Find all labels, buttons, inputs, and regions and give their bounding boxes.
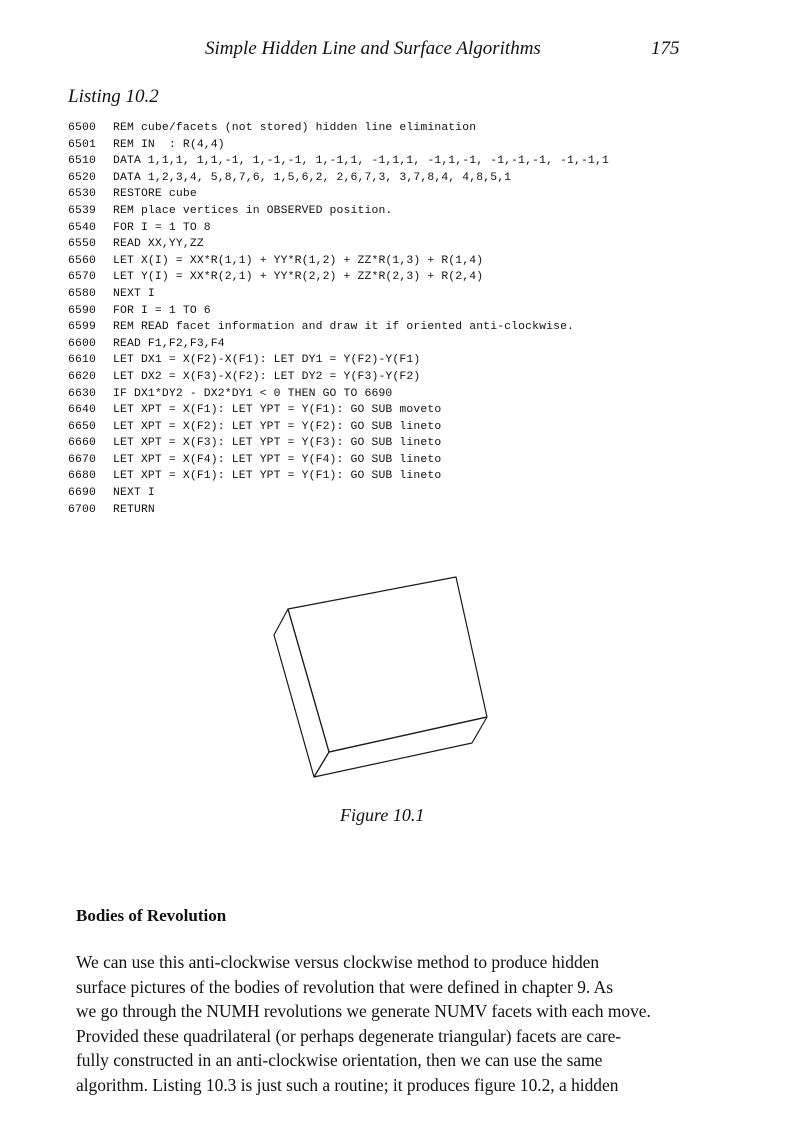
line-number: 6690 bbox=[68, 487, 96, 500]
code-line bbox=[68, 336, 609, 353]
code-text: LET DX1 = X(F2)-X(F1): LET DY1 = Y(F2)-Y(F1) bbox=[113, 354, 421, 367]
code-line bbox=[68, 352, 609, 369]
code-text: NEXT I bbox=[113, 287, 155, 300]
line-number: 6640 bbox=[68, 404, 96, 417]
line-number: 6620 bbox=[68, 370, 96, 383]
line-number: 6520 bbox=[68, 171, 96, 184]
code-line bbox=[68, 170, 609, 187]
code-line bbox=[68, 220, 609, 237]
code-line bbox=[68, 452, 609, 469]
line-number: 6680 bbox=[68, 470, 96, 483]
body-line: We can use this anti-clockwise versus clockwise method to produce hidden bbox=[76, 952, 600, 972]
cube-left-face bbox=[274, 609, 329, 777]
line-number: 6610 bbox=[68, 354, 96, 367]
line-number: 6650 bbox=[68, 420, 96, 433]
code-line bbox=[68, 153, 609, 170]
line-number: 6540 bbox=[68, 221, 96, 234]
line-number: 6590 bbox=[68, 304, 96, 317]
code-line bbox=[68, 236, 609, 253]
code-line bbox=[68, 269, 609, 286]
code-text: DATA 1,1,1, 1,1,-1, 1,-1,-1, 1,-1,1, -1,1,1, -1,1,-1, -1,-1,-1, -1,-1,1 bbox=[113, 155, 609, 168]
body-line: surface pictures of the bodies of revolution that were defined in chapter 9. As bbox=[76, 976, 613, 997]
code-line bbox=[68, 502, 609, 519]
code-text: READ XX,YY,ZZ bbox=[113, 238, 204, 251]
code-text: FOR I = 1 TO 6 bbox=[113, 304, 211, 317]
code-text: REM READ facet information and draw it if oriented anti-clockwise. bbox=[113, 321, 575, 334]
figure-cube bbox=[260, 565, 500, 790]
code-line bbox=[68, 286, 609, 303]
section-heading: Bodies of Revolution bbox=[76, 906, 227, 925]
code-text: REM IN : R(4,4) bbox=[113, 138, 225, 151]
running-head bbox=[0, 38, 800, 62]
code-text: RETURN bbox=[113, 503, 155, 516]
line-number: 6500 bbox=[68, 122, 96, 134]
line-number: 6501 bbox=[68, 138, 96, 151]
code-text: LET DX2 = X(F3)-X(F2): LET DY2 = Y(F3)-Y(F2) bbox=[113, 370, 421, 383]
page-number: 175 bbox=[651, 38, 680, 59]
running-title: Simple Hidden Line and Surface Algorithms bbox=[205, 38, 541, 59]
code-line bbox=[68, 369, 609, 386]
code-text: LET XPT = X(F1): LET YPT = Y(F1): GO SUB moveto bbox=[113, 404, 442, 417]
code-line bbox=[68, 402, 609, 419]
code-line bbox=[68, 468, 609, 485]
body-line: we go through the NUMH revolutions we generate NUMV facets with each move. bbox=[76, 1001, 651, 1021]
code-text: IF DX1*DY2 - DX2*DY1 < 0 THEN GO TO 6690 bbox=[113, 387, 393, 400]
code-text: NEXT I bbox=[113, 487, 155, 500]
line-number: 6670 bbox=[68, 453, 96, 466]
cube-front-face bbox=[288, 577, 487, 752]
line-number: 6510 bbox=[68, 155, 96, 168]
code-text: LET Y(I) = XX*R(2,1) + YY*R(2,2) + ZZ*R(2,3) + R(2,4) bbox=[113, 271, 484, 284]
listing-label: Listing 10.2 bbox=[68, 86, 159, 107]
figure-caption: Figure 10.1 bbox=[340, 805, 425, 825]
line-number: 6630 bbox=[68, 387, 96, 400]
code-text: LET XPT = X(F2): LET YPT = Y(F2): GO SUB lineto bbox=[113, 420, 442, 433]
line-number: 6539 bbox=[68, 204, 96, 217]
line-number: 6600 bbox=[68, 337, 96, 350]
cube-bottom-face bbox=[314, 717, 487, 777]
code-line bbox=[68, 203, 609, 220]
code-text: LET X(I) = XX*R(1,1) + YY*R(1,2) + ZZ*R(1,3) + R(1,4) bbox=[113, 254, 484, 267]
line-number: 6580 bbox=[68, 287, 96, 300]
code-text: READ F1,F2,F3,F4 bbox=[113, 337, 225, 350]
body-paragraph bbox=[76, 950, 776, 1097]
body-line: algorithm. Listing 10.3 is just such a routine; it produces figure 10.2, a hidden bbox=[76, 1074, 619, 1095]
line-number: 6550 bbox=[68, 238, 96, 251]
code-line bbox=[68, 319, 609, 336]
code-text: RESTORE cube bbox=[113, 188, 197, 201]
code-listing bbox=[68, 120, 609, 518]
line-number: 6530 bbox=[68, 188, 96, 201]
code-line bbox=[68, 186, 609, 203]
code-text: LET XPT = X(F3): LET YPT = Y(F3): GO SUB lineto bbox=[113, 437, 442, 450]
code-line bbox=[68, 435, 609, 452]
code-line bbox=[68, 303, 609, 320]
line-number: 6560 bbox=[68, 254, 96, 267]
code-line bbox=[68, 485, 609, 502]
line-number: 6660 bbox=[68, 437, 96, 450]
code-line bbox=[68, 386, 609, 403]
code-text: DATA 1,2,3,4, 5,8,7,6, 1,5,6,2, 2,6,7,3, 3,7,8,4, 4,8,5,1 bbox=[113, 171, 512, 184]
body-line: Provided these quadrilateral (or perhaps degenerate triangular) facets are care- bbox=[76, 1025, 622, 1046]
line-number: 6599 bbox=[68, 321, 96, 334]
code-text: REM place vertices in OBSERVED position. bbox=[113, 204, 393, 217]
line-number: 6700 bbox=[68, 503, 96, 516]
code-text: LET XPT = X(F4): LET YPT = Y(F4): GO SUB lineto bbox=[113, 453, 442, 466]
code-line bbox=[68, 137, 609, 154]
code-text: REM cube/facets (not stored) hidden line elimination bbox=[113, 122, 477, 134]
code-line bbox=[68, 253, 609, 270]
body-line: fully constructed in an anti-clockwise orientation, then we can use the same bbox=[76, 1050, 603, 1070]
code-text: FOR I = 1 TO 8 bbox=[113, 221, 211, 234]
cube-drawing bbox=[260, 565, 500, 790]
line-number: 6570 bbox=[68, 271, 96, 284]
code-line bbox=[68, 419, 609, 436]
code-text: LET XPT = X(F1): LET YPT = Y(F1): GO SUB lineto bbox=[113, 470, 442, 483]
code-line bbox=[68, 120, 609, 137]
